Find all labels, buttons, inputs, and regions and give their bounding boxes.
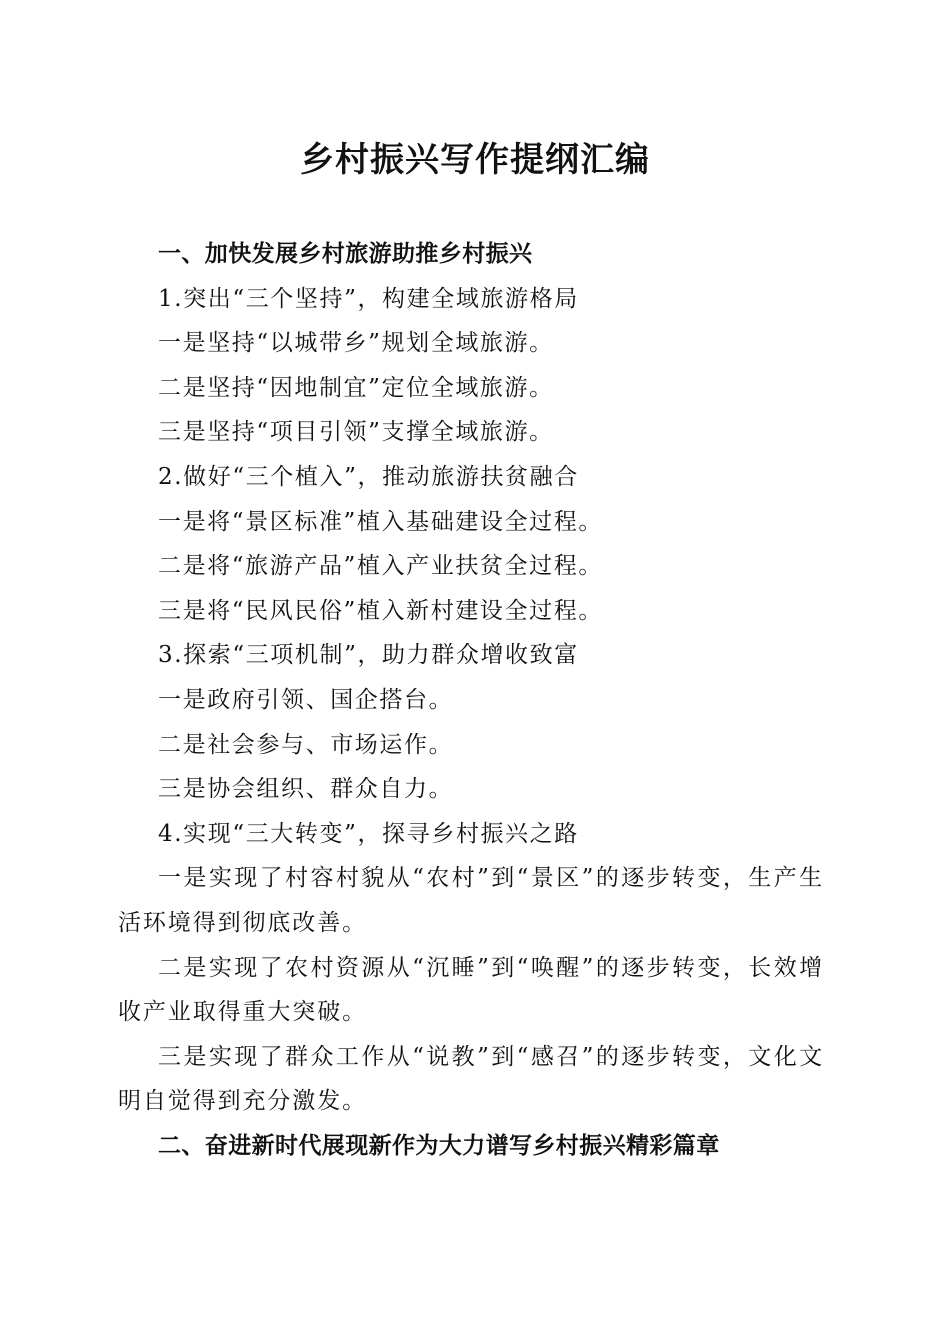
list-item: 二是坚持“因地制宜”定位全域旅游。 bbox=[158, 374, 554, 401]
subsection-title-4: 4.实现“三大转变”，探寻乡村振兴之路 bbox=[158, 820, 579, 847]
list-item: 三是将“民风民俗”植入新村建设全过程。 bbox=[158, 597, 603, 624]
list-item: 三是坚持“项目引领”支撑全域旅游。 bbox=[158, 419, 554, 446]
list-item: 二是社会参与、市场运作。 bbox=[158, 731, 454, 758]
list-item: 二是将“旅游产品”植入产业扶贫全过程。 bbox=[158, 553, 603, 580]
list-item: 三是协会组织、群众自力。 bbox=[158, 776, 454, 803]
list-item: 一是政府引领、国企搭台。 bbox=[158, 686, 454, 713]
subsection-title-1: 1.突出“三个坚持”，构建全域旅游格局 bbox=[158, 285, 579, 312]
list-item: 一是坚持“以城带乡”规划全域旅游。 bbox=[158, 330, 554, 357]
section-heading-1: 一、加快发展乡村旅游助推乡村振兴 bbox=[158, 241, 533, 267]
subsection-title-2: 2.做好“三个植入”，推动旅游扶贫融合 bbox=[158, 463, 579, 490]
subsection-title-3: 3.探索“三项机制”，助力群众增收致富 bbox=[158, 642, 579, 669]
document-title: 乡村振兴写作提纲汇编 bbox=[300, 140, 650, 180]
section-heading-2: 二、奋进新时代展现新作为大力谱写乡村振兴精彩篇章 bbox=[158, 1132, 720, 1159]
document-body bbox=[118, 232, 824, 1168]
paragraph: 二是实现了农村资源从“沉睡”到“唤醒”的逐步转变，长效增收产业取得重大突破。 bbox=[118, 954, 824, 1026]
paragraph: 一是实现了村容村貌从“农村”到“景区”的逐步转变，生产生活环境得到彻底改善。 bbox=[118, 865, 824, 936]
paragraph: 三是实现了群众工作从“说教”到“感召”的逐步转变，文化文明自觉得到充分激发。 bbox=[118, 1043, 824, 1115]
list-item: 一是将“景区标准”植入基础建设全过程。 bbox=[158, 508, 603, 535]
